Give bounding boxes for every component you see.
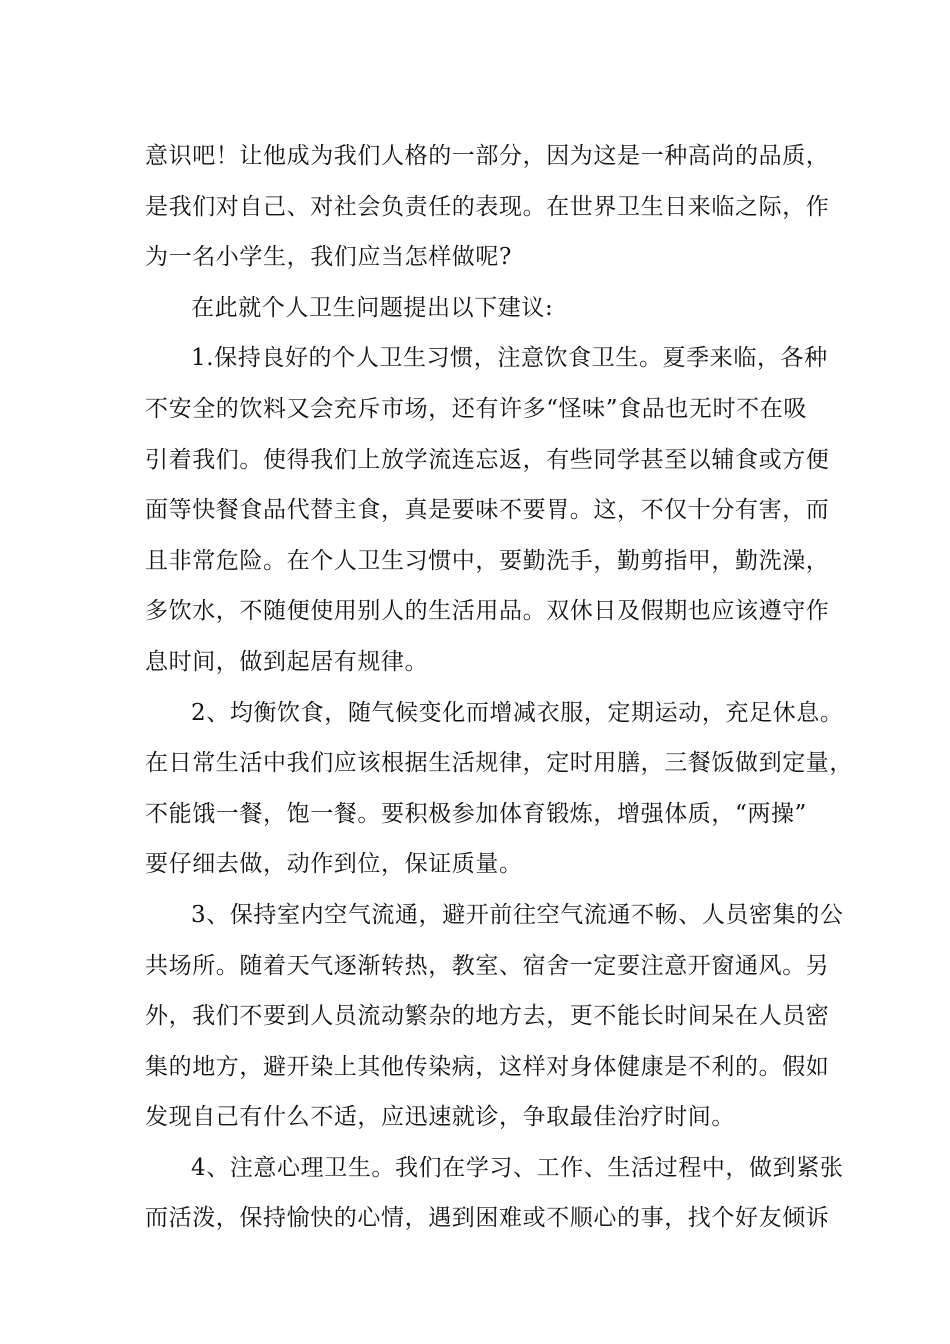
paragraph-suggestion-intro <box>145 283 828 334</box>
text-line: 4、注意心理卫生。我们在学习、工作、生活过程中，做到紧张 <box>191 1154 844 1181</box>
text-line: 集的地方，避开染上其他传染病，这样对身体健康是不利的。假如 <box>145 1053 830 1080</box>
text-line: 为一名小学生，我们应当怎样做呢? <box>145 244 512 271</box>
text-line: 是我们对自己、对社会负责任的表现。在世界卫生日来临之际，作 <box>145 193 830 220</box>
paragraph-suggestion-2 <box>145 688 853 890</box>
text-line: 面等快餐食品代替主食，真是要味不要胃。这，不仅十分有害，而 <box>145 497 830 524</box>
text-line: 2、均衡饮食，随气候变化而增减衣服，定期运动，充足休息。 <box>191 699 844 726</box>
text-line: 在日常生活中我们应该根据生活规律，定时用膳，三餐饭做到定量， <box>145 750 853 777</box>
text-line: 不能饿一餐，饱一餐。要积极参加体育锻炼，增强体质，“两操” <box>145 800 807 827</box>
text-line: 而活泼，保持愉快的心情，遇到困难或不顺心的事，找个好友倾诉 <box>145 1205 830 1232</box>
text-line: 多饮水，不随便使用别人的生活用品。双休日及假期也应该遵守作 <box>145 598 830 625</box>
text-line: 要仔细去做，动作到位，保证质量。 <box>145 851 523 878</box>
document-body <box>145 131 853 1244</box>
text-line: 息时间，做到起居有规律。 <box>145 648 429 675</box>
text-line: 在此就个人卫生问题提出以下建议: <box>191 294 554 321</box>
text-line: 共场所。随着天气逐渐转热，教室、宿舍一定要注意开窗通风。另 <box>145 952 830 979</box>
text-line: 且非常危险。在个人卫生习惯中，要勤洗手，勤剪指甲，勤洗澡， <box>145 547 830 574</box>
paragraph-intro-continuation <box>145 131 828 283</box>
text-line: 1.保持良好的个人卫生习惯，注意饮食卫生。夏季来临，各种 <box>191 345 828 372</box>
paragraph-suggestion-4 <box>145 1143 844 1244</box>
text-line: 意识吧！让他成为我们人格的一部分，因为这是一种高尚的品质， <box>145 143 830 169</box>
text-line: 不安全的饮料又会充斥市场，还有许多“怪味”食品也无时不在吸 <box>145 395 807 422</box>
paragraph-suggestion-3 <box>145 890 844 1143</box>
text-line: 3、保持室内空气流通，避开前往空气流通不畅、人员密集的公 <box>191 901 844 928</box>
text-line: 发现自己有什么不适，应迅速就诊，争取最佳治疗时间。 <box>145 1104 735 1131</box>
text-line: 外，我们不要到人员流动繁杂的地方去，更不能长时间呆在人员密 <box>145 1003 830 1030</box>
paragraph-suggestion-1 <box>145 333 828 687</box>
text-line: 引着我们。使得我们上放学流连忘返，有些同学甚至以辅食或方便 <box>145 446 830 473</box>
